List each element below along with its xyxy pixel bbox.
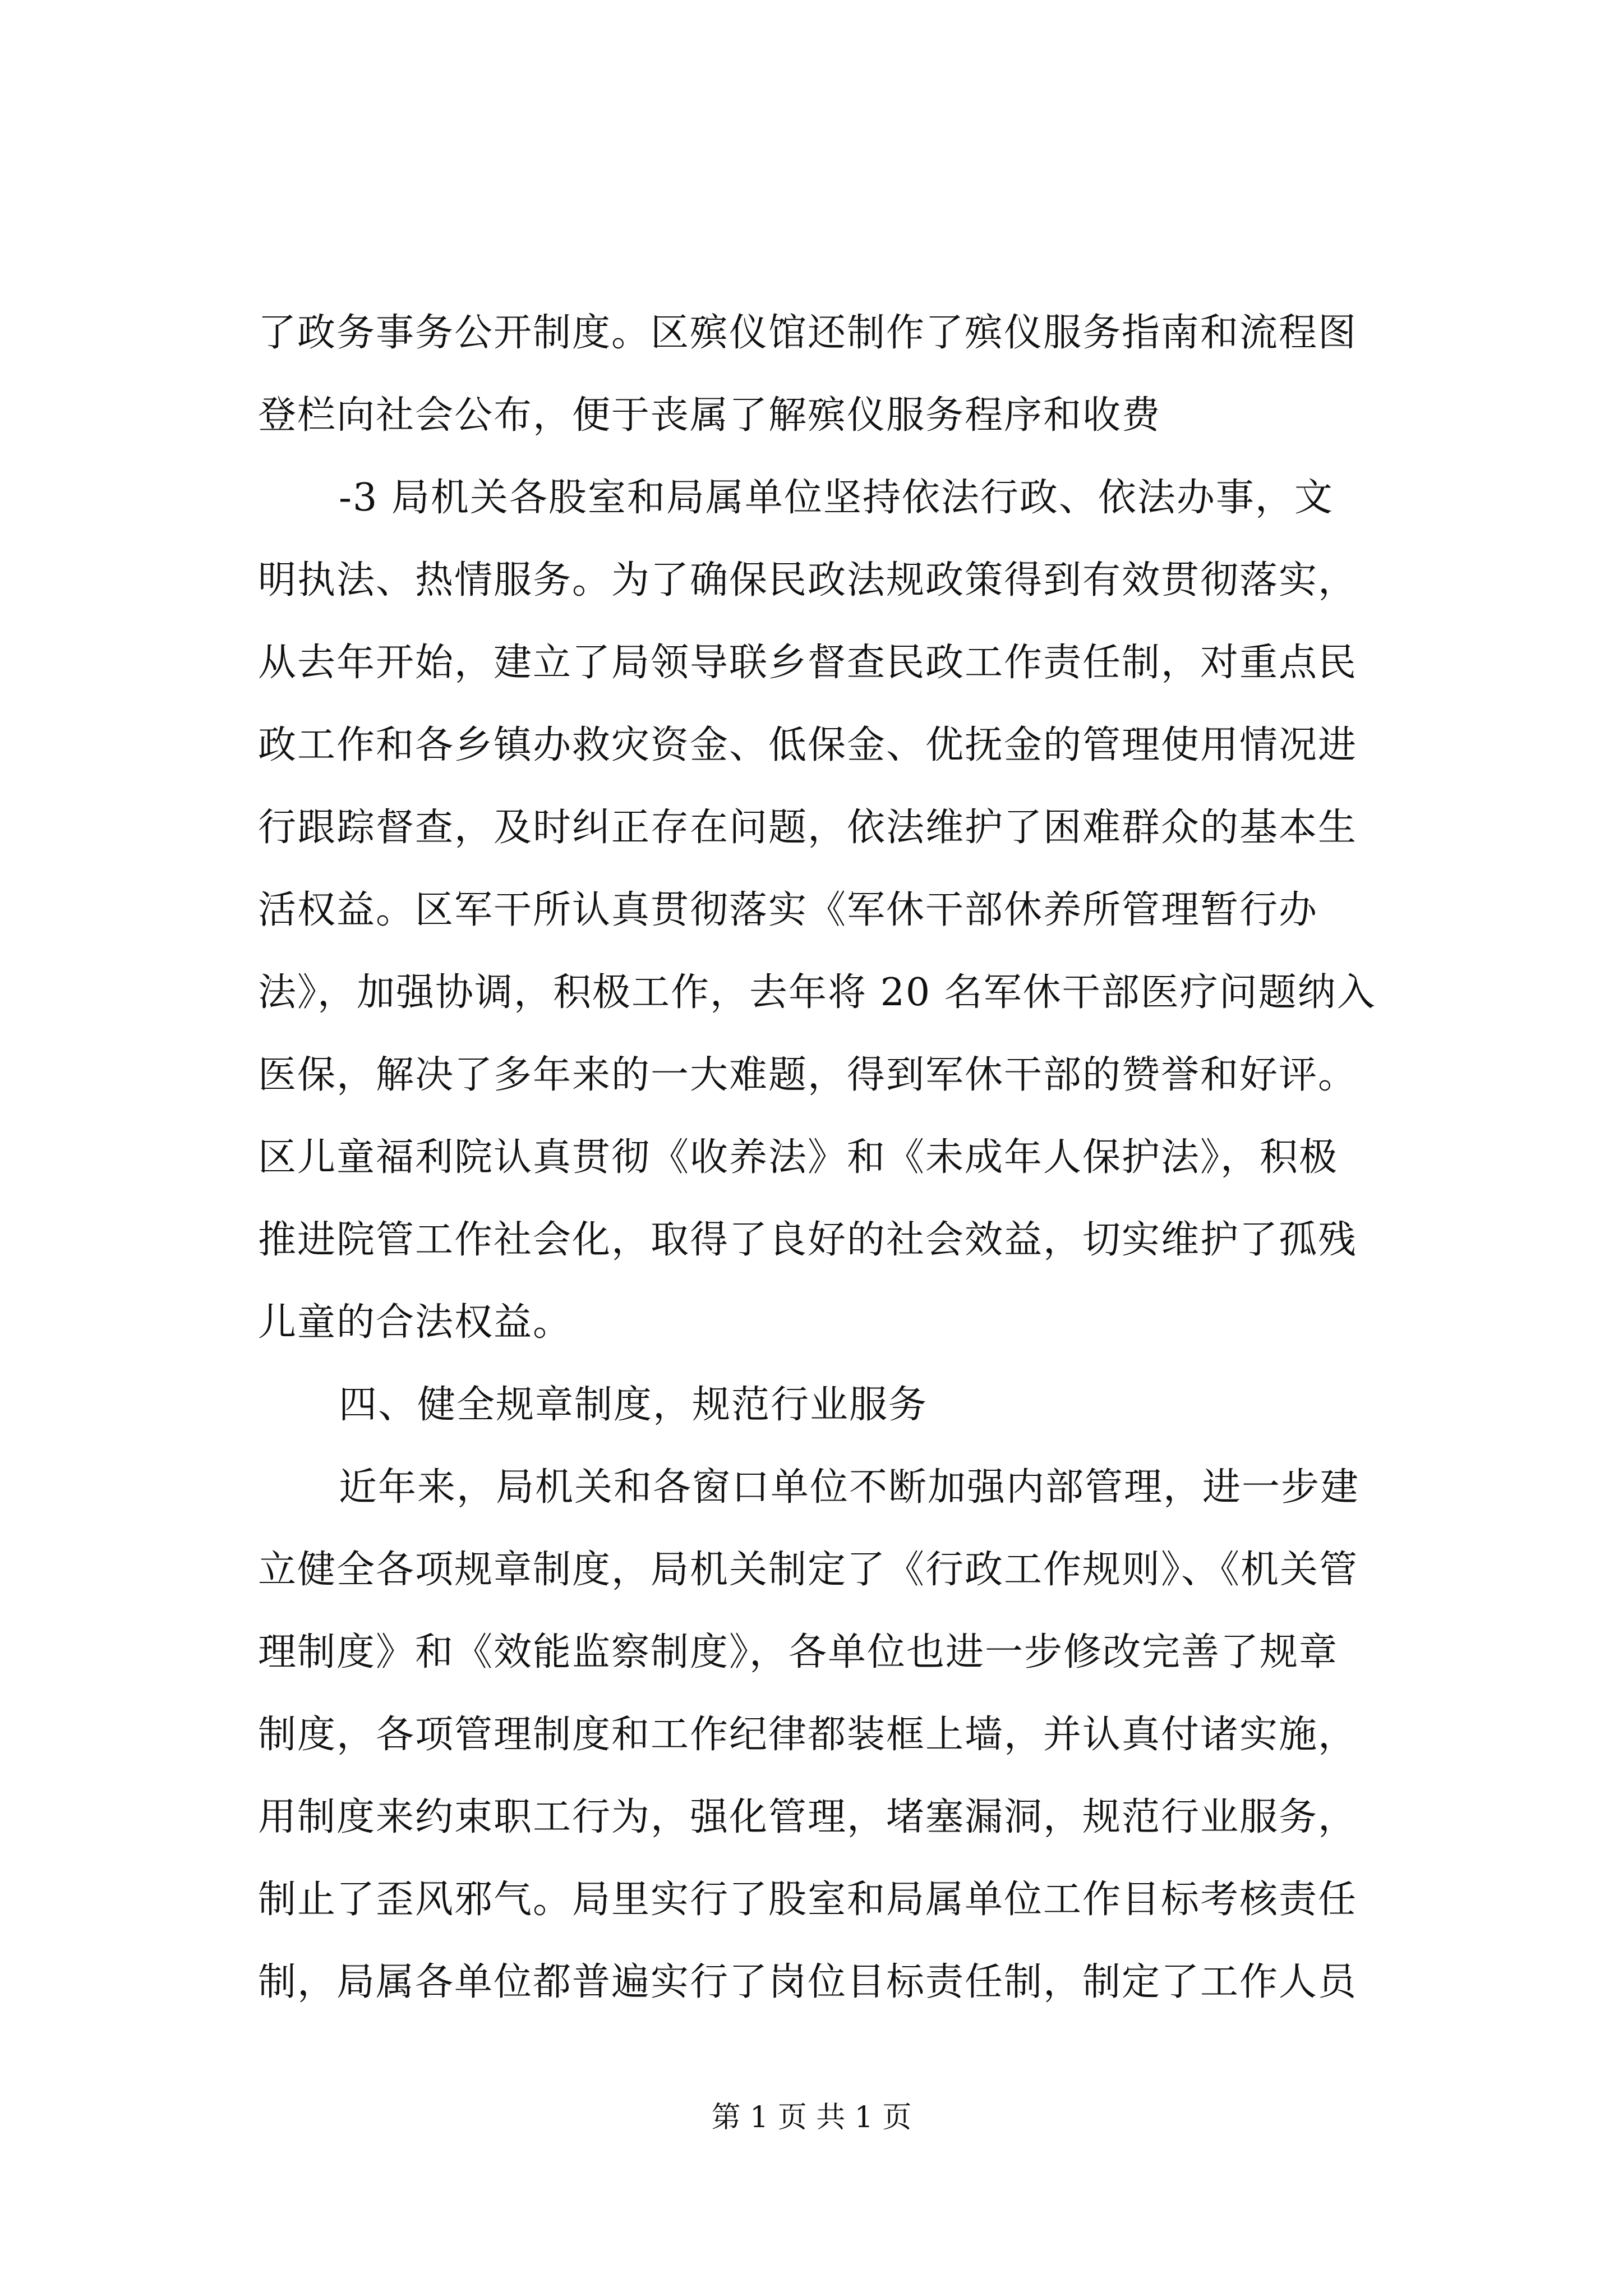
text-line: 区儿童福利院认真贯彻《收养法》和《未成年人保护法》，积极	[258, 1135, 1339, 1180]
document-body	[258, 292, 1424, 2023]
page-footer	[0, 2098, 1623, 2137]
text-line: 制度，各项管理制度和工作纪律都装框上墙，并认真付诸实施，	[258, 1713, 1358, 1757]
text-line: 行跟踪督查，及时纠正存在问题，依法维护了困难群众的基本生	[258, 806, 1358, 850]
text-line: 立健全各项规章制度，局机关制定了《行政工作规则》、《机关管	[258, 1548, 1359, 1592]
text-line: 用制度来约束职工行为，强化管理，堵塞漏洞，规范行业服务，	[258, 1795, 1358, 1839]
text-line: 了政务事务公开制度。区殡仪馆还制作了殡仪服务指南和流程图	[258, 311, 1358, 355]
text-line: 政工作和各乡镇办救灾资金、低保金、优抚金的管理使用情况进	[258, 723, 1358, 767]
text-line: 制止了歪风邪气。局里实行了股室和局属单位工作目标考核责任	[258, 1878, 1358, 1922]
text-line: 明执法、热情服务。为了确保民政法规政策得到有效贯彻落实，	[258, 558, 1358, 602]
section-heading: 四、健全规章制度，规范行业服务	[339, 1383, 928, 1427]
text-line: 制，局属各单位都普遍实行了岗位目标责任制，制定了工作人员	[258, 1960, 1358, 2004]
text-line: 活权益。区军干所认真贯彻落实《军休干部休养所管理暂行办	[258, 888, 1318, 932]
text-line: 推进院管工作社会化，取得了良好的社会效益，切实维护了孤残	[258, 1218, 1358, 1262]
page-number-label: 第 1 页 共 1 页	[711, 2101, 912, 2134]
text-line: 法》，加强协调，积极工作，去年将 20 名军休干部医疗问题纳入	[258, 970, 1376, 1015]
text-line: 登栏向社会公布，便于丧属了解殡仪服务程序和收费	[258, 393, 1161, 438]
text-line: -3 局机关各股室和局属单位坚持依法行政、依法办事，文	[339, 476, 1334, 520]
text-line: 理制度》和《效能监察制度》，各单位也进一步修改完善了规章	[258, 1630, 1339, 1674]
text-line: 从去年开始，建立了局领导联乡督查民政工作责任制，对重点民	[258, 641, 1358, 685]
text-line: 儿童的合法权益。	[258, 1300, 573, 1345]
text-line: 医保，解决了多年来的一大难题，得到军休干部的赞誉和好评。	[258, 1053, 1358, 1097]
text-line: 近年来，局机关和各窗口单位不断加强内部管理，进一步建	[339, 1465, 1360, 1510]
